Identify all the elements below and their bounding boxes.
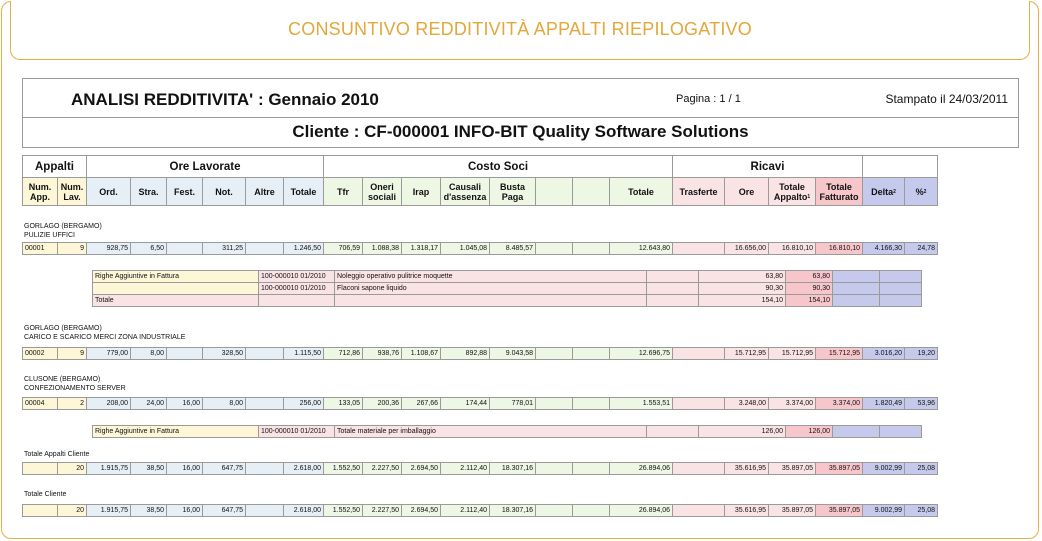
col-not: Not.: [203, 178, 246, 206]
cell-oneri: 200,36: [363, 398, 402, 410]
extras-1-blank-2: [647, 283, 699, 295]
total-cliente-label: Totale Cliente: [24, 491, 67, 498]
cell-tot: 1.246,50: [284, 243, 324, 255]
cell-tot_fatt: 35.897,05: [816, 505, 863, 517]
extras-1-code-2: 100-000010 01/2010: [259, 283, 335, 295]
group-ore-lavorate: Ore Lavorate: [87, 156, 324, 178]
col-fest: Fest.: [167, 178, 203, 206]
cell-not: 647,75: [203, 505, 246, 517]
cell-causali: 2.112,40: [441, 463, 490, 475]
cell-lav: 20: [58, 505, 87, 517]
extras-1-desc-1: Noleggio operativo pulitrice moquette: [335, 271, 647, 283]
cell-stra: 8,00: [131, 348, 167, 360]
cell-altre: [246, 398, 284, 410]
cell-oneri: 938,76: [363, 348, 402, 360]
cell-not: 8,00: [203, 398, 246, 410]
cell-irap: 1.318,17: [402, 243, 441, 255]
cell-fest: [167, 243, 203, 255]
extras-1-total-fatt: 154,10: [786, 295, 833, 307]
col-irap: Irap: [402, 178, 441, 206]
cell-trasf: [673, 505, 725, 517]
cell-tot_app: 35.897,05: [769, 505, 816, 517]
cell-oneri: 2.227,50: [363, 463, 402, 475]
cell-ore: 15.712,95: [725, 348, 769, 360]
cell-delta: 3.016,20: [863, 348, 905, 360]
cell-tot: 1.115,50: [284, 348, 324, 360]
extras-1-perc-blank-2: [880, 283, 922, 295]
cell-blank-14: [573, 348, 610, 360]
col-totale-costo: Totale: [610, 178, 673, 206]
section-1-label: [24, 223, 102, 240]
cell-fest: [167, 348, 203, 360]
report-title: ANALISI REDDITIVITA' : Gennaio 2010: [71, 90, 379, 109]
cell-ore: 16.656,00: [725, 243, 769, 255]
cell-causali: 2.112,40: [441, 505, 490, 517]
extras-3-label: Righe Aggiuntive in Fattura: [93, 426, 259, 438]
col-delta: [863, 178, 905, 206]
cell-tot_app: 15.712,95: [769, 348, 816, 360]
report-header: [22, 78, 1019, 118]
cell-fest: 16,00: [167, 505, 203, 517]
table-row: [23, 463, 938, 475]
col-ore: Ore: [725, 178, 769, 206]
cell-stra: 24,00: [131, 398, 167, 410]
cell-lav: 2: [58, 398, 87, 410]
section-3-row: [22, 397, 938, 410]
col-blank-2: [573, 178, 610, 206]
cell-tot_costo: 26.894,06: [610, 463, 673, 475]
cell-blank-13: [536, 463, 573, 475]
cell-blank-14: [573, 243, 610, 255]
cell-app: 00001: [23, 243, 58, 255]
extras-1-perc-blank: [880, 271, 922, 283]
cell-causali: 174,44: [441, 398, 490, 410]
cell-tfr: 1.552,50: [324, 505, 363, 517]
section-3-service: CONFEZIONAMENTO SERVER: [24, 384, 126, 392]
cell-causali: 1.045,08: [441, 243, 490, 255]
cell-trasf: [673, 398, 725, 410]
cell-irap: 2.694,50: [402, 463, 441, 475]
col-num-lav: Num. Lav.: [58, 178, 87, 206]
section-2-row: [22, 347, 938, 360]
cell-ore: 3.248,00: [725, 398, 769, 410]
section-3-place: CLUSONE (BERGAMO): [24, 376, 101, 383]
print-date: Stampato il 24/03/2011: [885, 92, 1008, 106]
extras-1-code-1: 100-000010 01/2010: [259, 271, 335, 283]
section-2-service: CARICO E SCARICO MERCI ZONA INDUSTRIALE: [24, 333, 186, 341]
cell-busta: 8.485,57: [490, 243, 536, 255]
cell-trasf: [673, 348, 725, 360]
total-appalti-label: Totale Appalti Cliente: [24, 451, 90, 458]
extras-1-label: Righe Aggiuntive in Fattura: [93, 271, 259, 283]
col-ord: Ord.: [87, 178, 131, 206]
cell-delta: 9.002,99: [863, 463, 905, 475]
cell-not: 328,50: [203, 348, 246, 360]
extras-1-total-blank-2: [335, 295, 647, 307]
col-delta-label: Delta: [871, 186, 894, 197]
cell-blank-13: [536, 243, 573, 255]
group-blank: [863, 156, 938, 178]
cell-ord: 779,00: [87, 348, 131, 360]
cell-perc: 53,96: [905, 398, 938, 410]
col-totale-ore: Totale: [284, 178, 324, 206]
extras-1-total-label: Totale: [93, 295, 259, 307]
table-row: [23, 398, 938, 410]
cell-blank-14: [573, 505, 610, 517]
extras-3-blank: [647, 426, 699, 438]
col-tfr: Tfr: [324, 178, 363, 206]
group-appalti: Appalti: [23, 156, 87, 178]
cell-tot: 2.618,00: [284, 463, 324, 475]
cell-altre: [246, 463, 284, 475]
cell-blank-14: [573, 463, 610, 475]
cell-irap: 1.108,67: [402, 348, 441, 360]
cell-tot_costo: 12.696,75: [610, 348, 673, 360]
cell-ore: 35.616,95: [725, 463, 769, 475]
extras-1-app-1: 63,80: [699, 271, 786, 283]
client-title: Cliente : CF-000001 INFO-BIT Quality Software Solutions: [292, 122, 749, 141]
page-indicator: Pagina : 1 / 1: [676, 93, 741, 105]
extras-1-total-delta: [833, 295, 880, 307]
extras-section-3: [92, 425, 955, 438]
cell-altre: [246, 348, 284, 360]
table-row: [23, 348, 938, 360]
cell-app: [23, 463, 58, 475]
cell-tfr: 1.552,50: [324, 463, 363, 475]
extras-3-perc: [880, 426, 922, 438]
col-busta: Busta Paga: [490, 178, 536, 206]
col-perc: [905, 178, 938, 206]
cell-tot_app: 3.374,00: [769, 398, 816, 410]
cell-lav: 20: [58, 463, 87, 475]
cell-tot_fatt: 16.810,10: [816, 243, 863, 255]
col-tot-appalto: [769, 178, 816, 206]
extras-1-total-app: 154,10: [699, 295, 786, 307]
col-tot-fatturato: Totale Fatturato: [816, 178, 863, 206]
cell-tot_costo: 12.643,80: [610, 243, 673, 255]
cell-blank-13: [536, 398, 573, 410]
section-3-label: [24, 376, 126, 393]
cell-perc: 25,08: [905, 463, 938, 475]
cell-busta: 778,01: [490, 398, 536, 410]
cell-delta: 9.002,99: [863, 505, 905, 517]
cell-blank-13: [536, 505, 573, 517]
cell-app: 00002: [23, 348, 58, 360]
cell-irap: 267,66: [402, 398, 441, 410]
extras-1-desc-2: Flaconi sapone liquido: [335, 283, 647, 295]
col-num-app: Num. App.: [23, 178, 58, 206]
col-perc-label: %: [915, 186, 924, 197]
table-row: [23, 505, 938, 517]
extras-1-app-2: 90,30: [699, 283, 786, 295]
extras-1-total-perc: [880, 295, 922, 307]
cell-ord: 1.915,75: [87, 505, 131, 517]
cell-delta: 1.820,49: [863, 398, 905, 410]
extras-1-fatt-1: 63,80: [786, 271, 833, 283]
cell-tot_costo: 26.894,06: [610, 505, 673, 517]
cell-busta: 9.043,58: [490, 348, 536, 360]
cell-tfr: 706,59: [324, 243, 363, 255]
extras-3-fatt: 126,00: [786, 426, 833, 438]
total-appalti-row: [22, 462, 938, 475]
extras-1-blank: [647, 271, 699, 283]
extras-section-1: [92, 270, 955, 307]
col-trasferte: Trasferte: [673, 178, 725, 206]
col-stra: Stra.: [131, 178, 167, 206]
section-2-label: [24, 325, 185, 342]
extras-3-app: 126,00: [699, 426, 786, 438]
footnote-1: 1: [807, 193, 811, 200]
cell-tot_app: 35.897,05: [769, 463, 816, 475]
extras-3-desc: Totale materiale per imballaggio: [335, 426, 647, 438]
section-1-row: [22, 242, 938, 255]
cell-perc: 25,08: [905, 505, 938, 517]
cell-causali: 892,88: [441, 348, 490, 360]
cell-trasf: [673, 243, 725, 255]
section-2-place: GORLAGO (BERGAMO): [24, 325, 102, 332]
cell-delta: 4.166,30: [863, 243, 905, 255]
extras-1-label-blank: [93, 283, 259, 295]
cell-oneri: 2.227,50: [363, 505, 402, 517]
extras-1-total-blank-1: [259, 295, 335, 307]
group-costo-soci: Costo Soci: [324, 156, 673, 178]
cell-busta: 18.307,16: [490, 505, 536, 517]
group-ricavi: Ricavi: [673, 156, 863, 178]
banner-title: CONSUNTIVO REDDITIVITÀ APPALTI RIEPILOGATIVO: [288, 19, 752, 39]
cell-tot: 256,00: [284, 398, 324, 410]
cell-tot_app: 16.810,10: [769, 243, 816, 255]
extras-1-delta-blank-2: [833, 283, 880, 295]
column-headers: [22, 155, 938, 206]
cell-oneri: 1.088,38: [363, 243, 402, 255]
extras-1-fatt-2: 90,30: [786, 283, 833, 295]
cell-stra: 38,50: [131, 463, 167, 475]
extras-3-delta: [833, 426, 880, 438]
cell-ord: 928,75: [87, 243, 131, 255]
cell-fest: 16,00: [167, 463, 203, 475]
extras-3-code: 100-000010 01/2010: [259, 426, 335, 438]
table-row: [23, 243, 938, 255]
total-cliente-row: [22, 504, 938, 517]
col-oneri: Oneri sociali: [363, 178, 402, 206]
cell-tfr: 133,05: [324, 398, 363, 410]
cell-trasf: [673, 463, 725, 475]
cell-tot: 2.618,00: [284, 505, 324, 517]
cell-ord: 1.915,75: [87, 463, 131, 475]
cell-fest: 16,00: [167, 398, 203, 410]
cell-altre: [246, 243, 284, 255]
cell-altre: [246, 505, 284, 517]
cell-app: [23, 505, 58, 517]
cell-app: 00004: [23, 398, 58, 410]
cell-blank-14: [573, 398, 610, 410]
cell-tot_costo: 1.553,51: [610, 398, 673, 410]
extras-1-delta-blank: [833, 271, 880, 283]
title-banner: [10, 1, 1030, 60]
extras-1-total-blank-3: [647, 295, 699, 307]
cell-tot_fatt: 15.712,95: [816, 348, 863, 360]
cell-blank-13: [536, 348, 573, 360]
cell-lav: 9: [58, 243, 87, 255]
cell-perc: 19,20: [905, 348, 938, 360]
cell-perc: 24,78: [905, 243, 938, 255]
cell-stra: 6,50: [131, 243, 167, 255]
cell-ore: 35.616,95: [725, 505, 769, 517]
footnote-3: 2: [923, 188, 927, 195]
cell-busta: 18.307,16: [490, 463, 536, 475]
cell-tfr: 712,86: [324, 348, 363, 360]
cell-not: 311,25: [203, 243, 246, 255]
col-altre: Altre: [246, 178, 284, 206]
cell-lav: 9: [58, 348, 87, 360]
footnote-2: 2: [893, 188, 896, 195]
col-tot-appalto-label: Totale Appalto: [773, 181, 808, 202]
col-causali: Causali d'assenza: [441, 178, 490, 206]
cell-ord: 208,00: [87, 398, 131, 410]
cell-stra: 38,50: [131, 505, 167, 517]
cell-tot_fatt: 35.897,05: [816, 463, 863, 475]
cell-not: 647,75: [203, 463, 246, 475]
cell-tot_fatt: 3.374,00: [816, 398, 863, 410]
cell-irap: 2.694,50: [402, 505, 441, 517]
section-1-place: GORLAGO (BERGAMO): [24, 223, 102, 230]
client-header: [22, 117, 1019, 148]
col-blank-1: [536, 178, 573, 206]
section-1-service: PULIZIE UFFICI: [24, 231, 75, 239]
